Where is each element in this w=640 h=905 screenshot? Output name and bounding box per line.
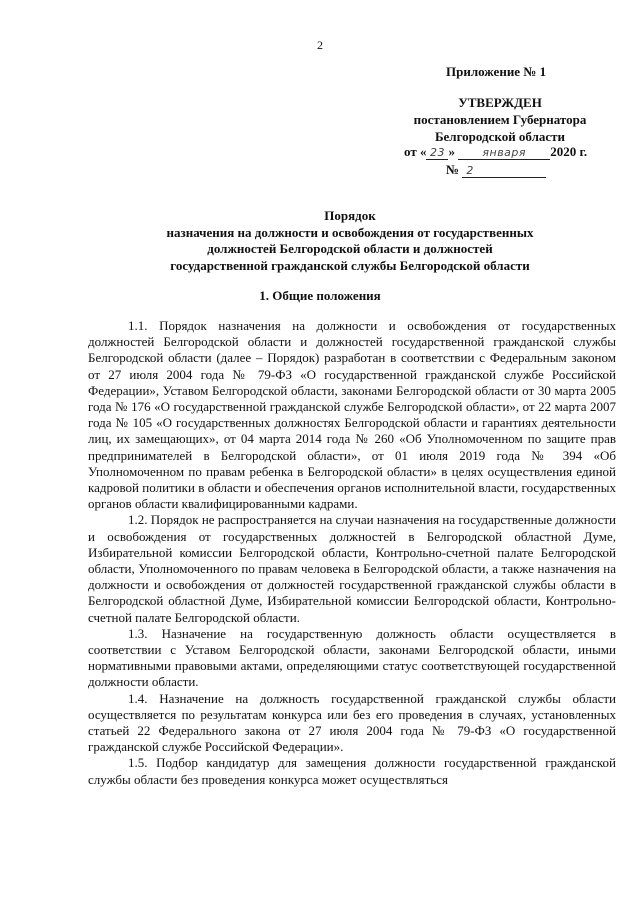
title-line-2: назначения на должности и освобождения от государственных (166, 224, 534, 240)
paragraph-1-5: 1.5. Подбор кандидатур для замещения должности государственной гражданской службы области без проведения конкурса может осуществляться (88, 755, 616, 787)
date-day: 23 (426, 146, 448, 160)
paragraph-1-1: 1.1. Порядок назначения на должности и освобождения от государственных должностей Белгородской области и должностей государственной гражданской службы Белгородской области (далее – Порядок) разработан в соответствии с Федеральным законом от 27 июля 2004 года № 79-ФЗ «О государственной гражданской службе Российской Федерации», Уставом Белгородской области, законами Белгородской области от 30 марта 2005 года № 176 «О государственной гражданской службе Белгородской области», от 22 марта 2007 года № 105 «О государственных должностях Белгородской области и гарантиях деятельности лиц, их замещающих», от 04 марта 2014 года № 260 «Об Уполномоченном по защите прав предпринимателей в Белгородской области», от 01 июля 2019 года № 394 «Об Уполномоченном по правам ребенка в Белгородской области» в целях осуществления единой кадровой политики в области и обеспечения органов исполнительной власти, государственных органов области квалифицированными кадрами. (88, 318, 616, 512)
paragraph-1-3: 1.3. Назначение на государственную должность области осуществляется в соответствии с Уставом Белгородской области, законами Белгородской области, иными нормативными правовыми актами, определяющими статус соответствующей государственной должности области. (88, 625, 616, 690)
title-line-1: Порядок (324, 208, 376, 223)
paragraph-1-2: 1.2. Порядок не распространяется на случаи назначения на государственные должности и освобождения от государственных должностей в Белгородской областной Думе, Избирательной комиссии Белгородской области, Контрольно-счетной палате Белгородской области, Уполномоченного по правам человека в Белгородской области, а также назначения на должности и освобождения от должностей государственной гражданской службы области в Белгородской областной Думе, Избирательной комиссии Белгородской области, Контрольно-счетной палате Белгородской области. (88, 512, 616, 625)
approved-heading: УТВЕРЖДЕН (458, 95, 542, 110)
date-prefix: от « (404, 144, 427, 159)
body-text (88, 318, 616, 788)
page-number: 2 (317, 38, 323, 52)
number-label: № (446, 162, 460, 177)
section-heading: 1. Общие положения (259, 288, 381, 303)
appendix-label: Приложение № 1 (446, 64, 547, 79)
date-day-suffix: » (448, 144, 455, 159)
date-year: 2020 г. (550, 144, 588, 159)
date-month: января (458, 146, 550, 160)
number-value: 2 (462, 164, 546, 178)
approval-line-1: постановлением Губернатора (413, 112, 587, 127)
approval-date (404, 144, 587, 160)
document-title (120, 208, 580, 274)
title-line-3: должностей Белгородской области и должностей (207, 241, 493, 256)
approval-number (446, 162, 546, 178)
paragraph-1-4: 1.4. Назначение на должность государственной гражданской службы области осуществляется по результатам конкурса или без его проведения в случаях, установленных статьей 22 Федерального закона от 27 июля 2004 года № 79-ФЗ «О государственной гражданской службе Российской Федерации». (88, 690, 616, 755)
approval-line-2: Белгородской области (434, 129, 566, 144)
approval-block (380, 94, 620, 145)
title-line-4: государственной гражданской службы Белгородской области (170, 257, 530, 273)
